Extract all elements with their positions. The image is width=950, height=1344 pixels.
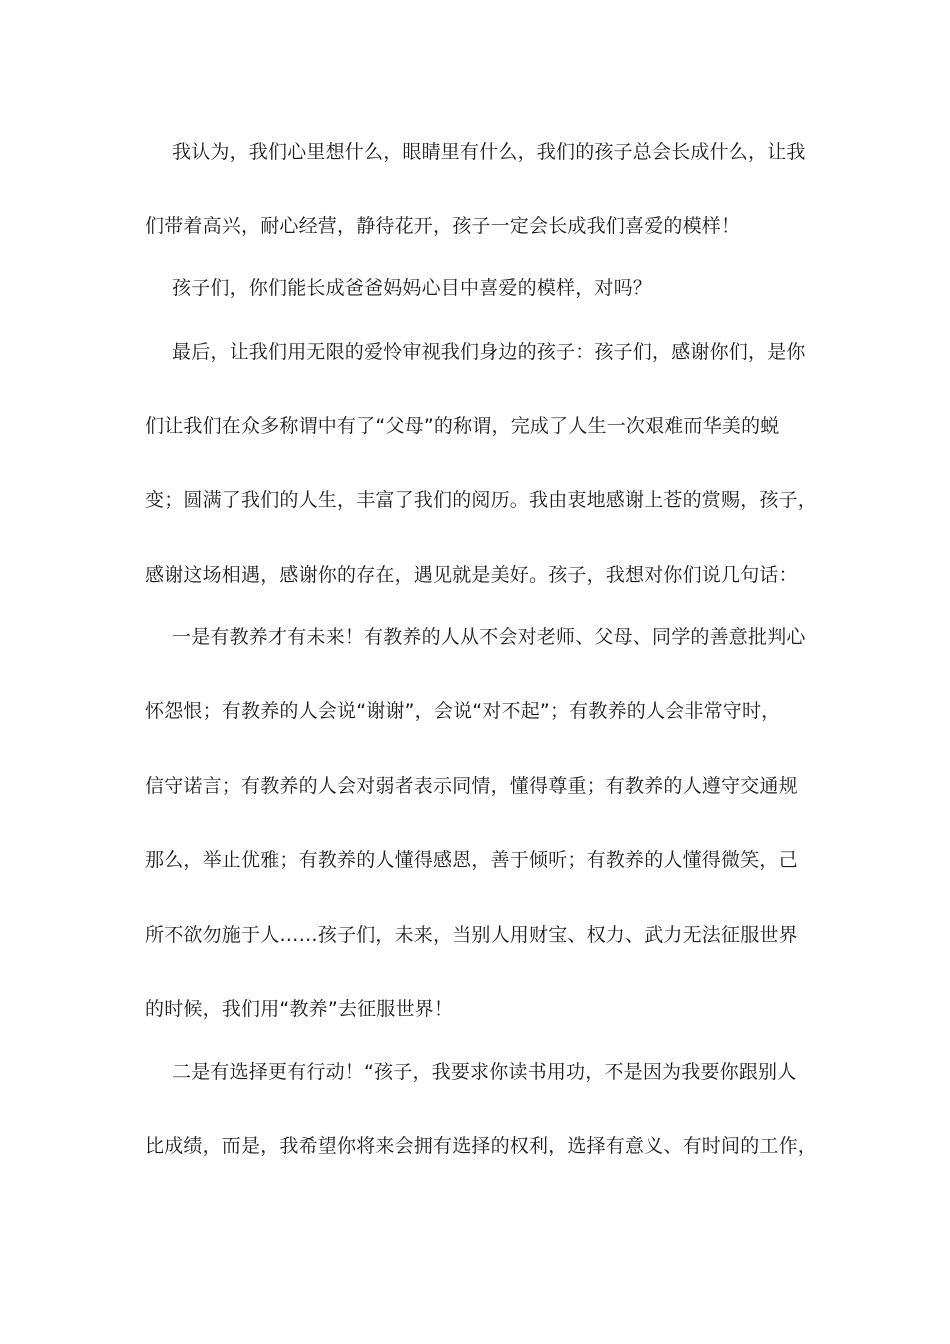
paragraph-4-line-4: 那么，举止优雅；有教养的人懂得感恩，善于倾听；有教养的人懂得微笑，己 [145, 849, 798, 871]
paragraph-3-line-2: 们让我们在众多称谓中有了“父母”的称谓，完成了人生一次艰难而华美的蜕 [145, 415, 780, 437]
paragraph-1-line-2: 们带着高兴，耐心经营，静待花开，孩子一定会长成我们喜爱的模样！ [145, 215, 741, 237]
paragraph-4-line-3: 信守诺言；有教养的人会对弱者表示同情，懂得尊重；有教养的人遵守交通规 [145, 775, 798, 797]
paragraph-4-line-1: 一是有教养才有未来！有教养的人从不会对老师、父母、同学的善意批判心 [172, 626, 806, 648]
paragraph-5-line-1: 二是有选择更有行动！“孩子，我要求你读书用功，不是因为我要你跟别人 [172, 1061, 797, 1083]
paragraph-4-line-6: 的时候，我们用“教养”去征服世界！ [145, 998, 454, 1020]
paragraph-3-line-1: 最后，让我们用无限的爱怜审视我们身边的孩子：孩子们，感谢你们，是你 [172, 341, 806, 363]
paragraph-3-line-3: 变；圆满了我们的人生，丰富了我们的阅历。我由衷地感谢上苍的赏赐，孩子， [145, 489, 818, 511]
paragraph-2-line-1: 孩子们，你们能长成爸爸妈妈心目中喜爱的模样，对吗？ [172, 277, 653, 299]
paragraph-3-line-4: 感谢这场相遇，感谢你的存在，遇见就是美好。孩子，我想对你们说几句话： [145, 564, 798, 586]
paragraph-5-line-2: 比成绩，而是，我希望你将来会拥有选择的权利，选择有意义、有时间的工作， [145, 1135, 818, 1157]
paragraph-1-line-1: 我认为，我们心里想什么，眼睛里有什么，我们的孩子总会长成什么，让我 [172, 141, 806, 163]
paragraph-4-line-5: 所不欲勿施于人……孩子们，未来，当别人用财宝、权力、武力无法征服世界 [145, 924, 798, 946]
paragraph-4-line-2: 怀怨恨；有教养的人会说“谢谢”，会说“对不起”；有教养的人会非常守时， [145, 700, 781, 722]
